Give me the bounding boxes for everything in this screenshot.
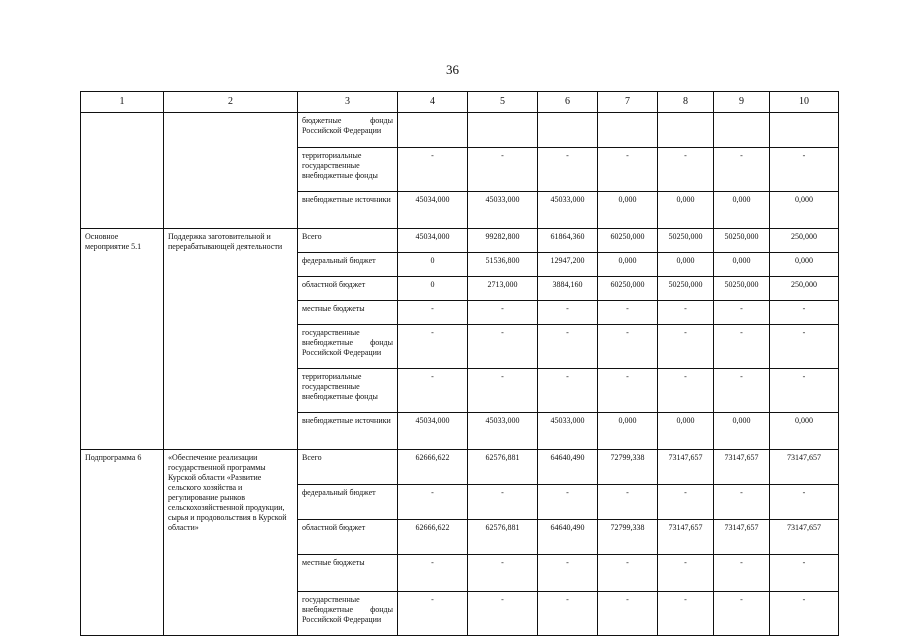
- value-cell: 50250,000: [714, 277, 770, 301]
- value-cell: -: [658, 555, 714, 592]
- value-cell: -: [398, 148, 468, 192]
- column-header: 2: [164, 92, 298, 113]
- program-title-cell: Поддержка заготовительной и перерабатывающей деятельности: [164, 229, 298, 450]
- value-cell: 0,000: [598, 192, 658, 229]
- value-cell: [714, 113, 770, 148]
- column-header: 7: [598, 92, 658, 113]
- value-cell: [658, 113, 714, 148]
- value-cell: [598, 113, 658, 148]
- funding-source-cell: местные бюджеты: [298, 555, 398, 592]
- value-cell: -: [468, 148, 538, 192]
- value-cell: 60250,000: [598, 277, 658, 301]
- funding-source-cell: внебюджетные источники: [298, 192, 398, 229]
- column-header: 5: [468, 92, 538, 113]
- value-cell: 51536,800: [468, 253, 538, 277]
- value-cell: -: [658, 369, 714, 413]
- value-cell: -: [770, 485, 839, 520]
- funding-source-cell: местные бюджеты: [298, 301, 398, 325]
- value-cell: 50250,000: [658, 229, 714, 253]
- funding-source-cell: Всего: [298, 450, 398, 485]
- value-cell: 0,000: [714, 413, 770, 450]
- value-cell: -: [714, 555, 770, 592]
- value-cell: [538, 113, 598, 148]
- value-cell: -: [658, 325, 714, 369]
- funding-source-cell: Всего: [298, 229, 398, 253]
- value-cell: 0,000: [770, 192, 839, 229]
- value-cell: [770, 113, 839, 148]
- value-cell: -: [398, 555, 468, 592]
- value-cell: -: [714, 369, 770, 413]
- value-cell: -: [468, 325, 538, 369]
- value-cell: 45034,000: [398, 413, 468, 450]
- value-cell: 72799,338: [598, 520, 658, 555]
- value-cell: -: [598, 592, 658, 636]
- value-cell: -: [468, 592, 538, 636]
- value-cell: 50250,000: [658, 277, 714, 301]
- value-cell: [468, 113, 538, 148]
- value-cell: 62576,881: [468, 520, 538, 555]
- value-cell: -: [658, 485, 714, 520]
- value-cell: 250,000: [770, 277, 839, 301]
- column-header: 6: [538, 92, 598, 113]
- value-cell: 60250,000: [598, 229, 658, 253]
- table-body: [81, 113, 839, 636]
- value-cell: -: [398, 592, 468, 636]
- value-cell: -: [598, 148, 658, 192]
- value-cell: -: [714, 148, 770, 192]
- value-cell: [398, 113, 468, 148]
- value-cell: 0,000: [770, 253, 839, 277]
- value-cell: -: [538, 325, 598, 369]
- value-cell: -: [468, 485, 538, 520]
- value-cell: -: [398, 485, 468, 520]
- value-cell: -: [468, 301, 538, 325]
- value-cell: 73147,657: [770, 450, 839, 485]
- value-cell: 99282,800: [468, 229, 538, 253]
- value-cell: 73147,657: [770, 520, 839, 555]
- column-header: 10: [770, 92, 839, 113]
- funding-source-cell: областной бюджет: [298, 520, 398, 555]
- table-header-row: [81, 92, 839, 113]
- value-cell: -: [538, 369, 598, 413]
- value-cell: 0,000: [658, 253, 714, 277]
- value-cell: 0,000: [714, 192, 770, 229]
- value-cell: -: [658, 301, 714, 325]
- table-row: [81, 113, 839, 148]
- value-cell: 0: [398, 253, 468, 277]
- value-cell: 73147,657: [658, 520, 714, 555]
- value-cell: -: [714, 301, 770, 325]
- value-cell: 45034,000: [398, 229, 468, 253]
- column-header: 8: [658, 92, 714, 113]
- funding-source-cell: государственные внебюджетные фонды Российской Федерации: [298, 592, 398, 636]
- value-cell: -: [658, 148, 714, 192]
- value-cell: -: [598, 301, 658, 325]
- value-cell: 2713,000: [468, 277, 538, 301]
- value-cell: -: [714, 592, 770, 636]
- budget-table: [80, 91, 839, 636]
- value-cell: 62576,881: [468, 450, 538, 485]
- value-cell: 45033,000: [538, 413, 598, 450]
- funding-source-cell: бюджетные фонды Российской Федерации: [298, 113, 398, 148]
- funding-source-cell: территориальные государственные внебюджетные фонды: [298, 369, 398, 413]
- value-cell: -: [538, 148, 598, 192]
- value-cell: 73147,657: [658, 450, 714, 485]
- value-cell: 62666,622: [398, 450, 468, 485]
- value-cell: -: [714, 485, 770, 520]
- value-cell: -: [770, 555, 839, 592]
- value-cell: 0,000: [658, 192, 714, 229]
- value-cell: -: [468, 369, 538, 413]
- value-cell: 73147,657: [714, 520, 770, 555]
- value-cell: -: [398, 325, 468, 369]
- value-cell: -: [770, 369, 839, 413]
- program-title-cell: [164, 113, 298, 229]
- table-row: [81, 450, 839, 485]
- program-name-cell: [81, 113, 164, 229]
- funding-source-cell: внебюджетные источники: [298, 413, 398, 450]
- value-cell: -: [658, 592, 714, 636]
- value-cell: -: [770, 148, 839, 192]
- value-cell: 250,000: [770, 229, 839, 253]
- value-cell: -: [770, 325, 839, 369]
- value-cell: -: [398, 369, 468, 413]
- program-name-cell: Основное мероприятие 5.1: [81, 229, 164, 450]
- funding-source-cell: государственные внебюджетные фонды Российской Федерации: [298, 325, 398, 369]
- value-cell: -: [598, 485, 658, 520]
- value-cell: 64640,490: [538, 450, 598, 485]
- funding-source-cell: областной бюджет: [298, 277, 398, 301]
- value-cell: 0,000: [714, 253, 770, 277]
- value-cell: -: [468, 555, 538, 592]
- value-cell: 61864,360: [538, 229, 598, 253]
- value-cell: 64640,490: [538, 520, 598, 555]
- column-header: 3: [298, 92, 398, 113]
- value-cell: 72799,338: [598, 450, 658, 485]
- column-header: 1: [81, 92, 164, 113]
- value-cell: 45033,000: [538, 192, 598, 229]
- value-cell: -: [398, 301, 468, 325]
- value-cell: 0,000: [658, 413, 714, 450]
- value-cell: 12947,200: [538, 253, 598, 277]
- value-cell: 0: [398, 277, 468, 301]
- table-row: [81, 229, 839, 253]
- column-header: 4: [398, 92, 468, 113]
- funding-source-cell: федеральный бюджет: [298, 253, 398, 277]
- value-cell: -: [770, 592, 839, 636]
- value-cell: 62666,622: [398, 520, 468, 555]
- value-cell: -: [598, 369, 658, 413]
- value-cell: 73147,657: [714, 450, 770, 485]
- value-cell: -: [598, 555, 658, 592]
- value-cell: -: [538, 301, 598, 325]
- value-cell: 3884,160: [538, 277, 598, 301]
- value-cell: 0,000: [770, 413, 839, 450]
- program-name-cell: Подпрограмма 6: [81, 450, 164, 636]
- value-cell: -: [538, 592, 598, 636]
- funding-source-cell: территориальные государственные внебюджетные фонды: [298, 148, 398, 192]
- value-cell: -: [538, 485, 598, 520]
- value-cell: 45034,000: [398, 192, 468, 229]
- value-cell: -: [770, 301, 839, 325]
- value-cell: 45033,000: [468, 192, 538, 229]
- value-cell: 50250,000: [714, 229, 770, 253]
- value-cell: -: [714, 325, 770, 369]
- value-cell: -: [538, 555, 598, 592]
- page-number: 36: [446, 62, 459, 77]
- program-title-cell: «Обеспечение реализации государственной программы Курской области «Развитие сельского хозяйства и регулирование рынков сельскохозяйственной продукции, сырья и продовольствия в Курской области»: [164, 450, 298, 636]
- value-cell: 45033,000: [468, 413, 538, 450]
- value-cell: 0,000: [598, 253, 658, 277]
- funding-source-cell: федеральный бюджет: [298, 485, 398, 520]
- value-cell: -: [598, 325, 658, 369]
- value-cell: 0,000: [598, 413, 658, 450]
- column-header: 9: [714, 92, 770, 113]
